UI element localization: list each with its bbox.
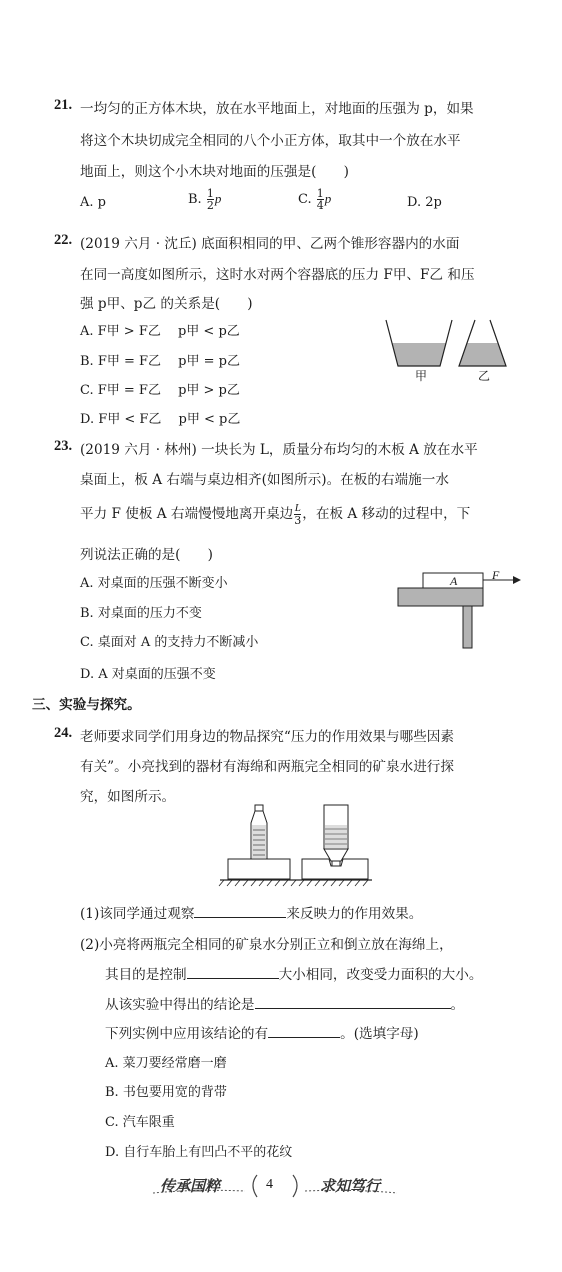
footer-right-text: 求知笃行 (320, 1177, 381, 1195)
page-number: 4 (266, 1177, 273, 1192)
label-yi: 乙 (478, 369, 491, 383)
question-24-line-1: 老师要求同学们用身边的物品探究“压力的作用效果与哪些因素 (80, 729, 454, 745)
question-24-part-1: (1)该同学通过观察 来反映力的作用效果。 (80, 902, 422, 922)
question-21-line-1: 一均匀的正方体木块，放在水平地面上，对地面的压强为 p，如果 (80, 101, 474, 117)
section-3-heading: 三、实验与探究。 (32, 697, 141, 713)
question-22-line-1: (2019 六月 · 沈丘) 底面积相同的甲、乙两个锥形容器内的水面 (80, 236, 460, 252)
question-21-option-b: B. $\frac{1}{2}$ p (188, 187, 222, 212)
question-23-option-c: C. 桌面对 A 的支持力不断减小 (80, 635, 259, 650)
blank-3[interactable] (255, 994, 451, 1009)
fraction-l-over-3: $\frac{L}{3}$ (294, 502, 302, 527)
ground-hatching (219, 880, 368, 886)
question-23-option-a: A. 对桌面的压强不断变小 (80, 576, 228, 591)
blank-1[interactable] (194, 903, 286, 918)
container-jia-water (392, 343, 446, 366)
blank-2[interactable] (187, 964, 279, 979)
question-24-number: 24. (54, 725, 73, 741)
question-23-line-3: 平力 F 使板 A 右端慢慢地离开桌边 $\frac{L}{3}$ ，在板 A 移动的过程中，下 (80, 502, 471, 527)
question-24-part-2-line-3: 从该实验中得出的结论是 。 (105, 993, 464, 1013)
fraction-one-half: $\frac{1}{2}$ (206, 187, 214, 212)
table-top (398, 588, 483, 606)
sponge-left (228, 859, 290, 879)
table-leg (463, 606, 472, 648)
question-23-option-b: B. 对桌面的压力不变 (80, 606, 202, 621)
board-table-figure (395, 568, 525, 650)
label-jia: 甲 (415, 369, 428, 383)
question-24-line-3: 究，如图所示。 (80, 789, 176, 805)
question-23-option-d: D. A 对桌面的压强不变 (80, 667, 216, 682)
question-24-option-c: C. 汽车限重 (105, 1115, 175, 1130)
question-21-option-a: A. p (80, 195, 106, 210)
question-24-part-2-line-1: (2)小亮将两瓶完全相同的矿泉水分别正立和倒立放在海绵上， (80, 937, 453, 953)
force-arrow-head (513, 576, 521, 584)
label-board-a: A (450, 574, 458, 588)
footer-bracket-left (253, 1175, 257, 1197)
question-24-option-b: B. 书包要用宽的背带 (105, 1085, 227, 1100)
question-23-line-1: (2019 六月 · 林州) 一块长为 L，质量分布均匀的木板 A 放在水平 (80, 442, 478, 458)
question-24-option-d: D. 自行车胎上有凹凸不平的花纹 (105, 1145, 293, 1160)
question-23-number: 23. (54, 438, 73, 454)
question-21-option-d: D. 2p (407, 195, 442, 210)
bottle-inverted (324, 805, 348, 866)
question-22-number: 22. (54, 232, 73, 248)
question-24-line-2: 有关”。小亮找到的器材有海绵和两瓶完全相同的矿泉水进行探 (80, 759, 454, 775)
question-22-option-b: B. F甲 = F乙 p甲 = p乙 (80, 354, 240, 369)
question-24-part-2-line-4: 下列实例中应用该结论的有 。(选填字母) (105, 1022, 419, 1042)
cone-containers-figure (380, 318, 530, 382)
question-24-part-2-line-2: 其目的是控制 大小相同，改变受力面积的大小。 (105, 963, 482, 983)
footer-bracket-right (293, 1175, 297, 1197)
question-22-option-c: C. F甲 = F乙 p甲 > p乙 (80, 383, 240, 398)
blank-4[interactable] (268, 1023, 340, 1038)
question-21-number: 21. (54, 97, 73, 113)
question-23-line-2: 桌面上，板 A 右端与桌边相齐(如图所示)。在板的右端施一水 (80, 472, 449, 488)
bottle-upright (251, 805, 267, 859)
question-21-line-3: 地面上，则这个小木块对地面的压强是( ) (80, 164, 349, 180)
question-23-line-4: 列说法正确的是( ) (80, 547, 213, 563)
label-force-f: F (492, 568, 500, 582)
question-22-option-a: A. F甲 > F乙 p甲 < p乙 (80, 324, 240, 339)
question-21-option-c: C. $\frac{1}{4}$ p (298, 187, 332, 212)
question-21-line-2: 将这个木块切成完全相同的八个小正方体，取其中一个放在水平 (80, 133, 461, 149)
question-22-option-d: D. F甲 < F乙 p甲 < p乙 (80, 412, 241, 427)
question-24-option-a: A. 菜刀要经常磨一磨 (105, 1056, 227, 1071)
sponge-bottles-figure (218, 803, 374, 887)
question-22-line-2: 在同一高度如图所示，这时水对两个容器底的压力 F甲、F乙 和压 (80, 267, 475, 283)
question-22-line-3: 强 p甲、p乙 的关系是( ) (80, 296, 253, 312)
footer-left-text: 传承国粹 (160, 1177, 221, 1195)
fraction-one-quarter: $\frac{1}{4}$ (316, 187, 324, 212)
